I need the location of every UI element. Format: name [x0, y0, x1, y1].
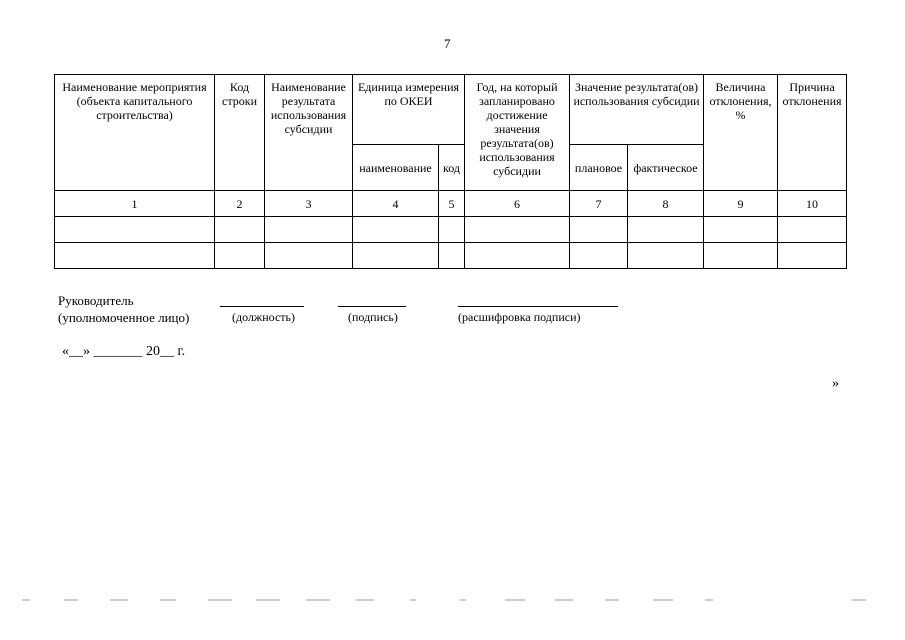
- closing-quote: »: [832, 376, 839, 391]
- scan-artifact-marks: [0, 594, 905, 604]
- table-cell: [55, 243, 215, 269]
- table-cell: [465, 217, 570, 243]
- column-number: 4: [353, 191, 439, 217]
- table-cell: [570, 217, 628, 243]
- signature-line: [338, 306, 406, 307]
- position-line: [220, 306, 304, 307]
- signatory-title: [58, 292, 189, 326]
- column-number: 1: [55, 191, 215, 217]
- table-cell: [704, 243, 778, 269]
- header-result-name: Наименование результата использования субсидии: [265, 75, 353, 191]
- table-cell: [628, 217, 704, 243]
- header-deviation: Величина отклонения, %: [704, 75, 778, 191]
- signature-block: [58, 292, 658, 352]
- signatory-title-line2: (уполномоченное лицо): [58, 310, 190, 325]
- header-line-code: Код строки: [215, 75, 265, 191]
- table-cell: [465, 243, 570, 269]
- table-cell: [439, 217, 465, 243]
- column-number: 9: [704, 191, 778, 217]
- column-number: 6: [465, 191, 570, 217]
- header-value: Значение результата(ов) использования субсидии: [570, 75, 704, 145]
- table-row: [55, 243, 847, 269]
- column-number: 2: [215, 191, 265, 217]
- signature-decoding-line: [458, 306, 618, 307]
- page-number: 7: [444, 36, 451, 51]
- header-value-planned: плановое: [570, 145, 628, 191]
- header-event-name: Наименование мероприятия (объекта капитального строительства): [55, 75, 215, 191]
- table-cell: [778, 243, 847, 269]
- table-cell: [353, 217, 439, 243]
- header-unit: Единица измерения по ОКЕИ: [353, 75, 465, 145]
- column-number: 7: [570, 191, 628, 217]
- header-value-actual: фактическое: [628, 145, 704, 191]
- table-cell: [55, 217, 215, 243]
- signature-caption: (подпись): [348, 310, 398, 324]
- table-cell: [628, 243, 704, 269]
- table-cell: [265, 243, 353, 269]
- table-cell: [353, 243, 439, 269]
- subsidy-result-table: [54, 74, 847, 269]
- table-cell: [439, 243, 465, 269]
- column-number-row: [55, 191, 847, 217]
- date-line: «__» _______ 20__ г.: [62, 344, 186, 359]
- table-cell: [265, 217, 353, 243]
- table-cell: [778, 217, 847, 243]
- table-cell: [215, 243, 265, 269]
- header-unit-name: наименование: [353, 145, 439, 191]
- column-number: 5: [439, 191, 465, 217]
- table-row: [55, 217, 847, 243]
- position-caption: (должность): [232, 310, 295, 324]
- signatory-title-line1: Руководитель: [58, 293, 134, 308]
- signature-decoding-caption: (расшифровка подписи): [458, 310, 581, 324]
- table-cell: [215, 217, 265, 243]
- column-number: 8: [628, 191, 704, 217]
- header-unit-code: код: [439, 145, 465, 191]
- table-cell: [704, 217, 778, 243]
- column-number: 10: [778, 191, 847, 217]
- header-year: Год, на который запланировано достижение значения результата(ов) использования субсидии: [465, 75, 570, 191]
- column-number: 3: [265, 191, 353, 217]
- header-reason: Причина отклонения: [778, 75, 847, 191]
- table-cell: [570, 243, 628, 269]
